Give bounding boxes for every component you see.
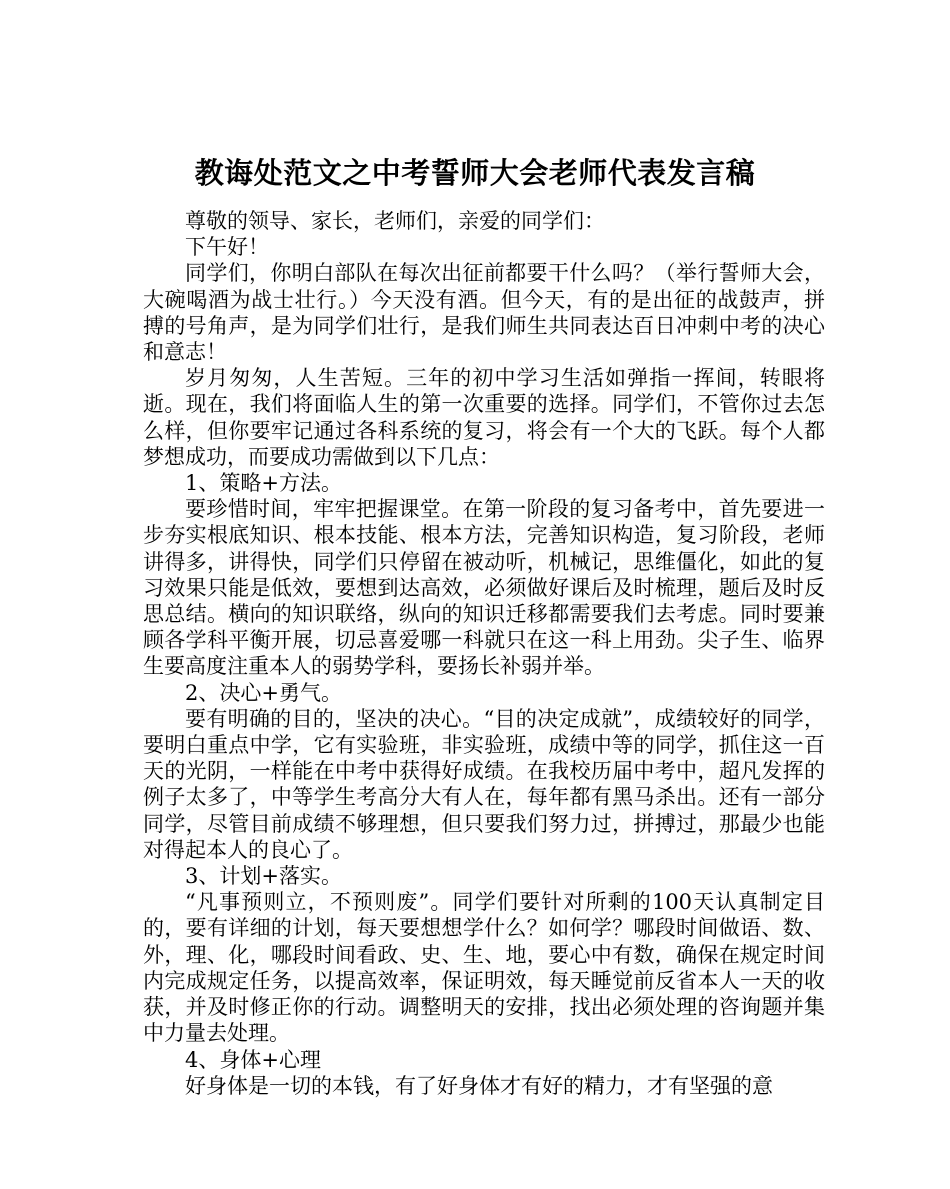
paragraph-determination: 要有明确的目的，坚决的决心。“目的决定成就”，成绩较好的同学，要明白重点中学，它有实验班，非实验班，成绩中等的同学，抓住这一百天的光阴，一样能在中考中获得好成绩。在我校历届中考中，超凡发挥的例子太多了，中等学生考高分大有人在，每年都有黑马杀出。还有一部分同学，尽管目前成绩不够理想，但只要我们努力过，拼搏过，那最少也能对得起本人的良心了。	[143, 706, 825, 862]
section-heading-3: 3、计划+落实。	[185, 864, 342, 889]
paragraph-health: 好身体是一切的本钱，有了好身体才有好的精力，才有坚强的意	[185, 1073, 773, 1098]
paragraph-time: 岁月匆匆，人生苦短。三年的初中学习生活如弹指一挥间，转眼将逝。现在，我们将面临人生的第一次重要的选择。同学们，不管你过去怎么样，但你要牢记通过各科系统的复习，将会有一个大的飞跃。每个人都梦想成功，而要成功需做到以下几点：	[143, 366, 825, 469]
document-body	[143, 208, 825, 1099]
paragraph-plan: “凡事预则立，不预则废”。同学们要针对所剩的100天认真制定目的，要有详细的计划，每天要想想学什么？如何学？哪段时间做语、数、外，理、化，哪段时间看政、史、生、地，要心中有数，确保在规定时间内完成规定任务，以提高效率，保证明效，每天睡觉前反省本人一天的收获，并及时修正你的行动。调整明天的安排，找出必须处理的咨询题并集中力量去处理。	[143, 890, 825, 1046]
paragraph-salutation: 尊敬的领导、家长，老师们，亲爱的同学们：	[185, 209, 605, 233]
document-title: 教诲处范文之中考誓师大会老师代表发言稿	[194, 156, 756, 191]
paragraph-greeting: 下午好！	[185, 235, 269, 260]
section-heading-4: 4、身体+心理	[185, 1047, 321, 1072]
paragraph-strategy: 要珍惜时间，牢牢把握课堂。在第一阶段的复习备考中，首先要进一步夯实根底知识、根本技能、根本方法，完善知识构造，复习阶段，老师讲得多，讲得快，同学们只停留在被动听，机械记，思维僵化，如此的复习效果只能是低效，要想到达高效，必须做好课后及时梳理，题后及时反思总结。横向的知识联络，纵向的知识迁移都需要我们去考虑。同时要兼顾各学科平衡开展，切忌喜爱哪一科就只在这一科上用劲。尖子生、临界生要高度注重本人的弱势学科，要扬长补弱并举。	[143, 497, 825, 679]
section-heading-1: 1、策略+方法。	[185, 471, 342, 496]
paragraph-intro: 同学们，你明白部队在每次出征前都要干什么吗？（举行誓师大会，大碗喝酒为战士壮行。）今天没有酒。但今天，有的是出征的战鼓声，拼搏的号角声，是为同学们壮行，是我们师生共同表达百日冲刺中考的决心和意志！	[143, 261, 825, 365]
section-heading-2: 2、决心+勇气。	[185, 680, 342, 705]
